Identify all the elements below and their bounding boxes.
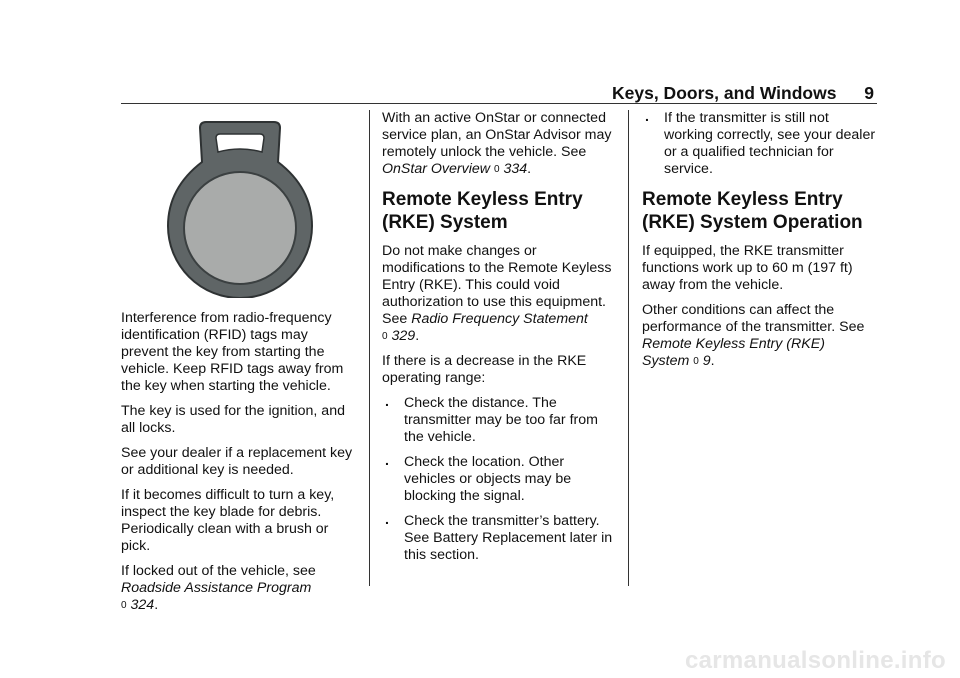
column-right bbox=[642, 110, 876, 378]
paragraph: If it becomes difficult to turn a key, inspect the key blade for debris. Periodically clean with a brush or pick. bbox=[121, 487, 335, 554]
bullet-icon: . bbox=[385, 512, 389, 528]
page-ref-arrow-icon: 0 bbox=[121, 600, 127, 611]
page-ref-arrow-icon: 0 bbox=[382, 331, 388, 342]
page-ref-number[interactable]: 9 bbox=[702, 353, 711, 369]
rfid-key-fob-illustration bbox=[166, 116, 314, 298]
list-item: . Check the location. Other vehicles or objects may be blocking the signal. bbox=[385, 453, 572, 504]
paragraph: Interference from radio-frequency identification (RFID) tags may prevent the key from starting the vehicle. Keep RFID tags away from the key when starting the vehicle. bbox=[121, 310, 344, 394]
watermark: carmanualsonline.info bbox=[684, 647, 946, 674]
column-left bbox=[121, 310, 355, 622]
list-item: . Check the transmitter’s battery. See Battery Replacement later in this section. bbox=[385, 512, 613, 563]
column-middle bbox=[382, 110, 618, 572]
cross-reference-link[interactable]: Roadside Assistance Program bbox=[121, 580, 312, 596]
paragraph: With an active OnStar or connected service plan, an OnStar Advisor may remotely unlock the vehicle. See OnStar Overview 0 334. bbox=[382, 110, 612, 177]
page-ref-arrow-icon: 0 bbox=[693, 356, 699, 367]
page-number: 9 bbox=[864, 83, 874, 103]
column-divider bbox=[369, 110, 370, 586]
page-header bbox=[612, 83, 874, 104]
paragraph: If equipped, the RKE transmitter functions work up to 60 m (197 ft) away from the vehicle. bbox=[642, 243, 853, 293]
page-ref-number[interactable]: 329 bbox=[391, 328, 416, 344]
paragraph: See your dealer if a replacement key or additional key is needed. bbox=[121, 445, 353, 478]
paragraph: Do not make changes or modifications to the Remote Keyless Entry (RKE). This could void authorization to use this equipment. See Radio Frequency Statement 0 329. bbox=[382, 243, 612, 344]
list-item: . If the transmitter is still not working correctly, see your dealer or a qualified technician for service. bbox=[645, 109, 876, 177]
bullet-icon: . bbox=[645, 109, 649, 125]
section-heading: Remote Keyless Entry (RKE) System Operation bbox=[642, 189, 863, 233]
page-ref-number[interactable]: 324 bbox=[130, 597, 155, 613]
paragraph: If there is a decrease in the RKE operating range: bbox=[382, 353, 587, 386]
cross-reference-link[interactable]: OnStar Overview bbox=[382, 161, 491, 177]
bullet-icon: . bbox=[385, 453, 389, 469]
page-ref-number[interactable]: 334 bbox=[503, 161, 528, 177]
cross-reference-link[interactable]: Remote Keyless Entry (RKE) System bbox=[642, 336, 825, 369]
paragraph: If locked out of the vehicle, see Roadside Assistance Program 0 324. bbox=[121, 563, 316, 613]
cross-reference-link[interactable]: Radio Frequency Statement bbox=[411, 311, 588, 327]
column-divider bbox=[628, 110, 629, 586]
bullet-icon: . bbox=[385, 394, 389, 410]
paragraph: Other conditions can affect the performance of the transmitter. See Remote Keyless Entry (RKE) System 0 9. bbox=[642, 302, 865, 369]
page-ref-arrow-icon: 0 bbox=[493, 164, 500, 175]
section-heading: Remote Keyless Entry (RKE) System bbox=[382, 189, 583, 233]
header-rule bbox=[121, 103, 877, 104]
section-title: Keys, Doors, and Windows bbox=[612, 83, 837, 103]
list-item: . Check the distance. The transmitter may be too far from the vehicle. bbox=[385, 394, 598, 445]
paragraph: The key is used for the ignition, and all locks. bbox=[121, 403, 345, 436]
